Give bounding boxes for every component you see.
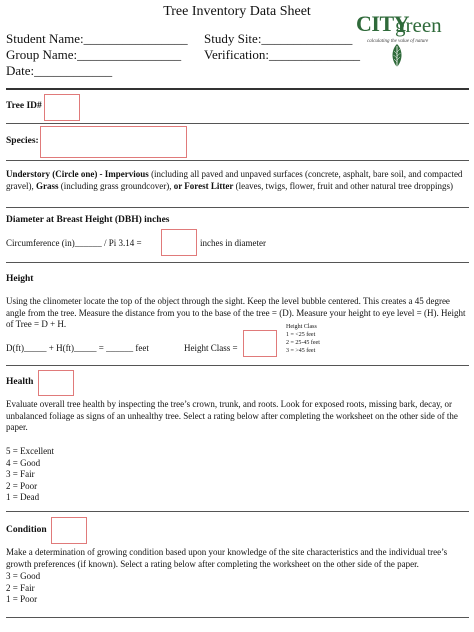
logo-tagline: calculating the value of nature bbox=[367, 39, 429, 44]
list-item: 5 = Excellent bbox=[6, 446, 55, 456]
height-instructions: Using the clinometer locate the top of the object through the sight. Keep the level bubble centered. This creates a 45 degree angle from the tree. Measure the distance from you to the base of the tree = (D). Measure your height to eye level = (H). Height of Tree = D + H. bbox=[6, 296, 466, 329]
height-formula: D(ft)_____ + H(ft)_____ = ______ feet bbox=[6, 343, 149, 353]
species-label: Species: bbox=[6, 136, 39, 146]
citygreen-logo bbox=[356, 11, 474, 63]
list-item: 4 = Good bbox=[6, 457, 41, 468]
condition-instructions: Make a determination of growing condition based upon your knowledge of the site characteristics and the individual tree’s growth preferences (if known). Select a rating below after completing the worksheet on the other side of the paper. bbox=[6, 547, 448, 569]
verification-field[interactable]: Verification:______________ bbox=[204, 47, 360, 62]
list-item: 1 = Poor bbox=[6, 594, 38, 604]
health-input[interactable] bbox=[38, 370, 74, 396]
list-item: 2 = Poor bbox=[6, 480, 38, 491]
list-item: 3 = Fair bbox=[6, 469, 35, 479]
dbh-input[interactable] bbox=[161, 229, 197, 256]
height-class-input[interactable] bbox=[243, 330, 277, 357]
student-name-field[interactable]: Student Name:________________ bbox=[6, 31, 188, 46]
list-item: 1 = Dead bbox=[6, 492, 40, 502]
height-class-legend: Height Class 1 = <25 feet 2 = 25-45 feet 3 = >45 feet bbox=[286, 324, 320, 354]
divider bbox=[6, 160, 469, 161]
condition-label: Condition bbox=[6, 525, 47, 535]
page-title: Tree Inventory Data Sheet bbox=[163, 4, 311, 19]
divider bbox=[6, 88, 469, 90]
study-site-field[interactable]: Study Site:______________ bbox=[204, 31, 353, 46]
tree-id-input[interactable] bbox=[44, 94, 80, 121]
logo-city-text: CITY bbox=[356, 11, 410, 36]
health-label: Health bbox=[6, 377, 34, 387]
date-field[interactable]: Date:____________ bbox=[6, 63, 113, 78]
divider bbox=[6, 511, 469, 512]
group-name-field[interactable]: Group Name:________________ bbox=[6, 47, 182, 62]
understory-text[interactable]: Understory (Circle one) - Impervious (including all paved and unpaved surfaces (concrete, asphalt, bare soil, and compacted gravel), Grass (including grass groundcover), or Forest Litter (leaves, twigs, flower, fruit and other natural tree droppings) bbox=[6, 169, 463, 191]
divider bbox=[6, 123, 469, 124]
condition-input[interactable] bbox=[51, 517, 87, 544]
divider bbox=[6, 207, 469, 208]
leaf-icon bbox=[390, 43, 404, 69]
height-label: Height bbox=[6, 274, 34, 284]
health-ratings bbox=[6, 446, 54, 504]
list-item: 2 = Fair bbox=[6, 582, 35, 593]
height-class-label: Height Class = bbox=[184, 343, 238, 353]
species-input[interactable] bbox=[40, 126, 187, 158]
logo-green-text: green bbox=[395, 13, 442, 37]
list-item: 3 = Good bbox=[6, 571, 41, 581]
divider bbox=[6, 365, 469, 366]
divider bbox=[6, 262, 469, 263]
dbh-formula: Circumference (in)______ / Pi 3.14 = bbox=[6, 238, 142, 248]
divider bbox=[6, 617, 469, 618]
dbh-unit: inches in diameter bbox=[200, 238, 266, 248]
condition-ratings bbox=[6, 571, 40, 606]
tree-id-label: Tree ID# bbox=[6, 101, 42, 111]
dbh-label: Diameter at Breast Height (DBH) inches bbox=[6, 215, 170, 225]
health-instructions: Evaluate overall tree health by inspecting the tree’s crown, trunk, and roots. Look for exposed roots, missing bark, decay, or unbalanced foliage as signs of an unhealthy tree. Select a rating below after completing the worksheet on the other side of the paper. bbox=[6, 399, 458, 432]
